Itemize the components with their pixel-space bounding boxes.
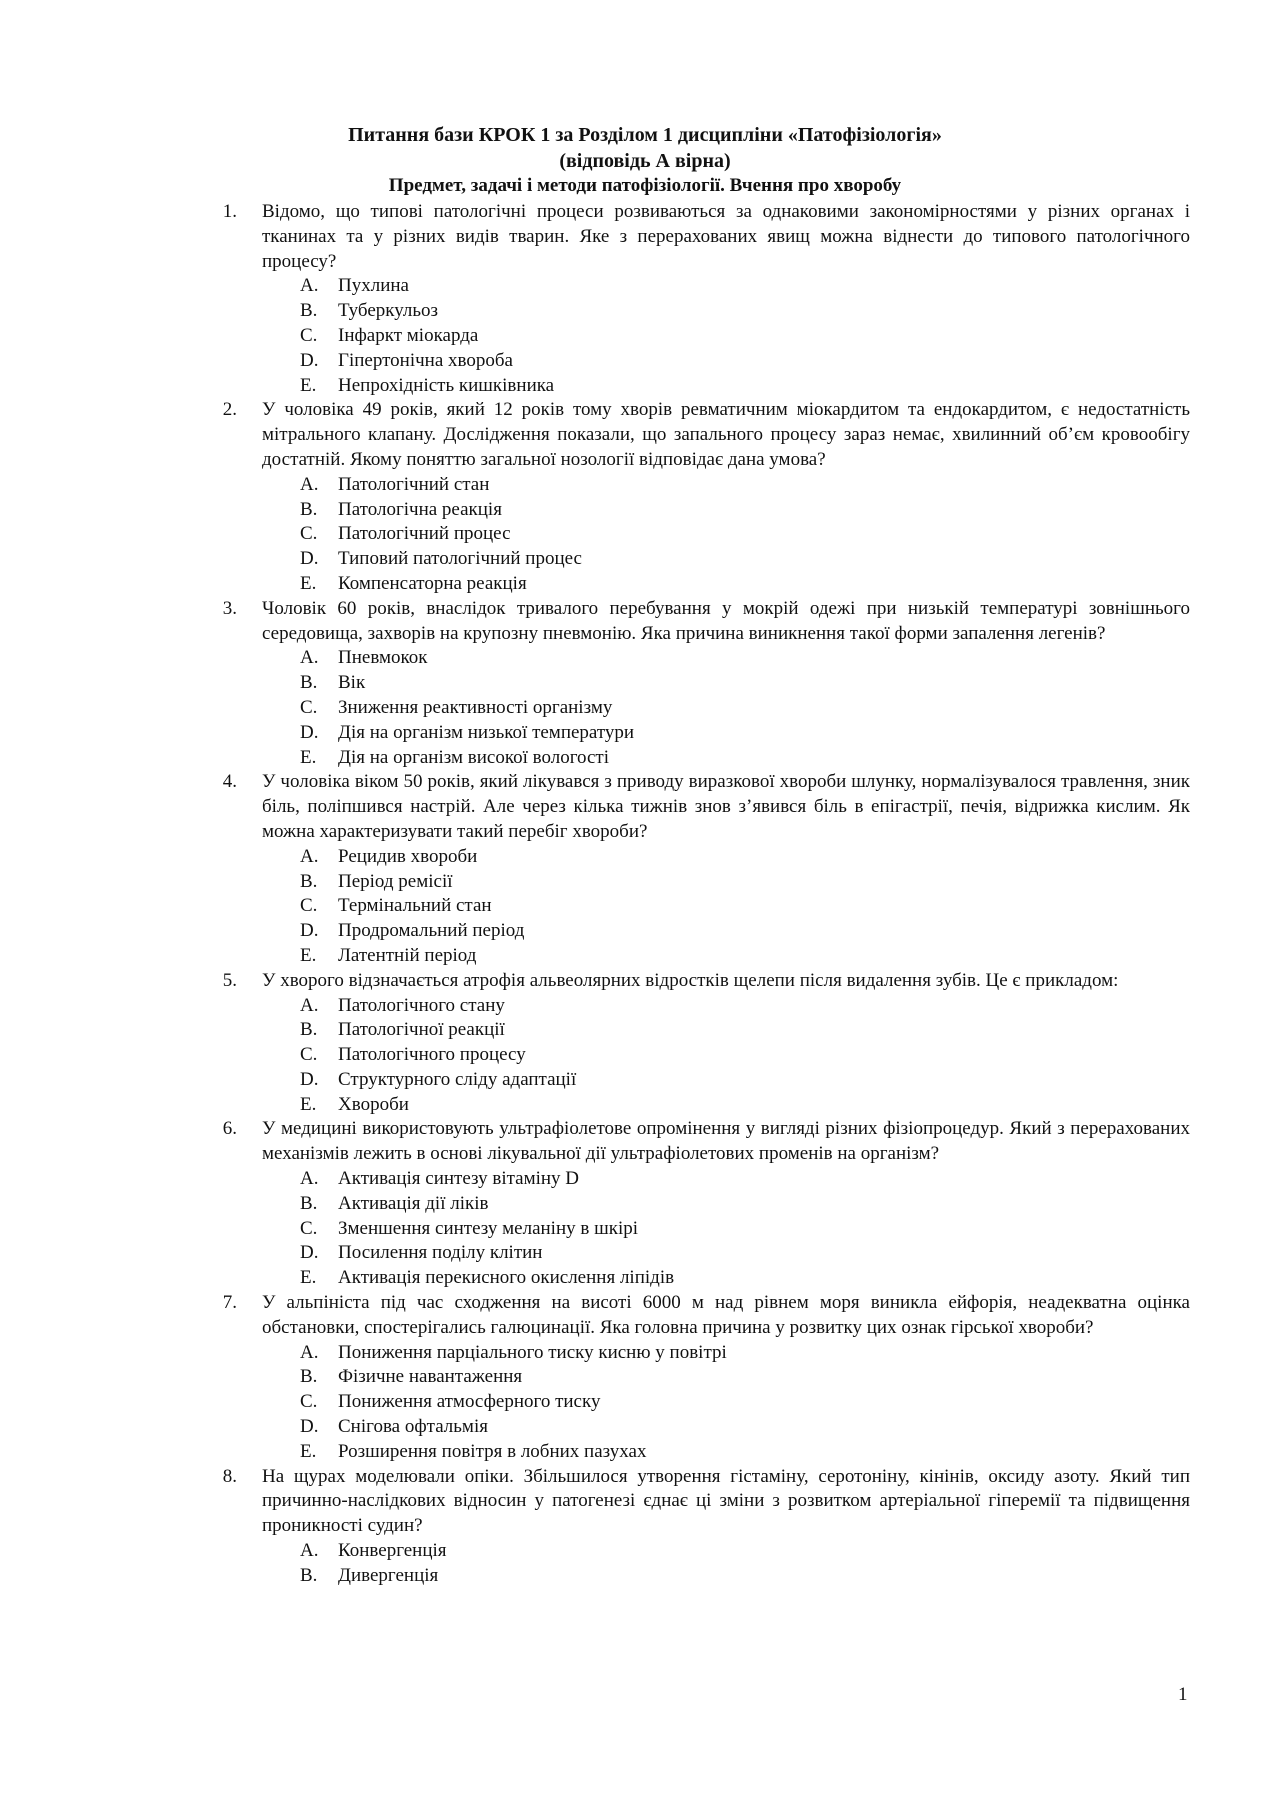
- option-text: Компенсаторна реакція: [338, 572, 527, 594]
- answer-option: [0, 845, 1280, 870]
- answer-option: [0, 473, 1280, 498]
- option-letter: C.: [300, 1391, 318, 1413]
- option-letter: D.: [300, 920, 319, 942]
- option-text: Патологічний процес: [338, 523, 511, 545]
- option-letter: A.: [300, 1341, 319, 1363]
- question-text: Відомо, що типові патологічні процеси розвиваються за однаковими закономірностями у різних органах і тканинах та у різних видів тварин. Яке з перерахованих явищ можна віднести до типового патологічного процесу?: [262, 201, 1190, 272]
- answer-options: [0, 473, 1280, 597]
- section-subtitle: Предмет, задачі і методи патофізіології. Вчення про хворобу: [388, 175, 902, 196]
- option-text: Патологічного стану: [338, 994, 505, 1016]
- option-text: Патологічного процесу: [338, 1044, 526, 1066]
- answer-option: [0, 1539, 1280, 1564]
- question-item: [0, 770, 1280, 968]
- option-text: Непрохідність кишківника: [338, 374, 555, 396]
- option-letter: B.: [300, 672, 318, 694]
- option-letter: E.: [300, 1267, 317, 1289]
- option-letter: B.: [300, 1366, 318, 1388]
- answer-option: [0, 944, 1280, 969]
- option-text: Продромальний період: [338, 920, 525, 942]
- option-letter: E.: [300, 374, 317, 396]
- question-text: У чоловіка віком 50 років, який лікувався з приводу виразкової хвороби шлунку, нормалізувалося травлення, зник біль, поліпшився настрій. Але через кілька тижнів знов з’явився біль в епігастрії, печія, відрижка кислим. Як можна характеризувати такий перебіг хвороби?: [262, 771, 1190, 842]
- question-number: 3.: [222, 597, 237, 619]
- option-letter: A.: [300, 1168, 319, 1190]
- answer-option: [0, 1341, 1280, 1366]
- option-text: Дія на організм високої вологості: [338, 746, 610, 768]
- answer-option: [0, 1415, 1280, 1440]
- option-letter: B.: [300, 498, 318, 520]
- option-text: Структурного сліду адаптації: [338, 1068, 577, 1090]
- option-text: Пониження атмосферного тиску: [338, 1391, 601, 1413]
- option-text: Дивергенція: [338, 1564, 439, 1586]
- option-letter: B.: [300, 1019, 318, 1041]
- option-letter: C.: [300, 324, 318, 346]
- answer-option: [0, 1068, 1280, 1093]
- option-letter: B.: [300, 870, 318, 892]
- option-letter: A.: [300, 647, 319, 669]
- answer-option: [0, 1043, 1280, 1068]
- option-text: Активація дії ліків: [338, 1192, 489, 1214]
- option-letter: E.: [300, 1440, 317, 1462]
- question-item: [0, 969, 1280, 1118]
- answer-options: [0, 1341, 1280, 1465]
- option-letter: C.: [300, 895, 318, 917]
- question-number: 5.: [222, 969, 237, 991]
- question-number: 1.: [222, 201, 237, 222]
- option-text: Конвергенція: [338, 1540, 447, 1562]
- question-item: [0, 1291, 1280, 1465]
- answer-option: [0, 1167, 1280, 1192]
- option-text: Рецидив хвороби: [338, 845, 478, 867]
- answer-option: [0, 1192, 1280, 1217]
- question-text: У чоловіка 49 років, який 12 років тому хворів ревматичним міокардитом та ендокардитом, є недостатність мітрального клапану. Дослідження показали, що запального процесу зараз немає, хвилинний об’єм кровообігу достатній. Якому поняттю загальної нозології відповідає дана умова?: [262, 399, 1190, 470]
- answer-option: [0, 324, 1280, 349]
- option-letter: D.: [300, 548, 319, 570]
- option-letter: D.: [300, 721, 319, 743]
- option-letter: B.: [300, 1192, 318, 1214]
- option-text: Період ремісії: [338, 870, 453, 892]
- answer-option: [0, 274, 1280, 299]
- answer-option: [0, 919, 1280, 944]
- answer-option: [0, 721, 1280, 746]
- answer-option: [0, 572, 1280, 597]
- answer-option: [0, 870, 1280, 895]
- questions-list: [0, 200, 1280, 1589]
- option-text: Хвороби: [338, 1093, 409, 1115]
- option-letter: E.: [300, 572, 317, 594]
- option-text: Патологічна реакція: [338, 498, 502, 520]
- option-letter: E.: [300, 746, 317, 768]
- answer-options: [0, 1167, 1280, 1291]
- question-text: У хворого відзначається атрофія альвеолярних відростків щелепи після видалення зубів. Це є прикладом:: [262, 969, 1119, 991]
- answer-option: [0, 1365, 1280, 1390]
- question-item: [0, 200, 1280, 398]
- option-text: Вік: [338, 672, 366, 694]
- question-text: Чоловік 60 років, внаслідок тривалого перебування у мокрій одежі при низькій температурі зовнішнього середовища, захворів на крупозну пневмонію. Яка причина виникнення такої форми запалення легенів?: [262, 597, 1190, 644]
- option-text: Термінальний стан: [338, 895, 492, 917]
- answer-option: [0, 498, 1280, 523]
- question-item: [0, 1465, 1280, 1589]
- answer-option: [0, 1440, 1280, 1465]
- answer-option: [0, 547, 1280, 572]
- option-letter: A.: [300, 1540, 319, 1562]
- option-text: Гіпертонічна хвороба: [338, 349, 513, 371]
- option-text: Патологічної реакції: [338, 1019, 505, 1041]
- question-item: [0, 1117, 1280, 1291]
- option-letter: C.: [300, 696, 318, 718]
- answer-option: [0, 1390, 1280, 1415]
- option-text: Туберкульоз: [338, 300, 439, 322]
- option-text: Посилення поділу клітин: [338, 1242, 543, 1264]
- question-number: 7.: [222, 1292, 237, 1314]
- question-text: У медицині використовують ультрафіолетове опромінення у вигляді різних фізіопроцедур. Який з перерахованих механізмів лежить в основі лікувальної дії ультрафіолетових променів на організм?: [262, 1118, 1190, 1165]
- option-letter: D.: [300, 1242, 319, 1264]
- option-letter: C.: [300, 523, 318, 545]
- page-number: 1: [1178, 1684, 1188, 1705]
- answer-option: [0, 646, 1280, 671]
- option-letter: D.: [300, 1416, 319, 1438]
- option-text: Латентній період: [338, 944, 477, 966]
- document-title: Питання бази КРОК 1 за Розділом 1 дисципліни «Патофізіологія»: [348, 124, 942, 146]
- answer-option: [0, 671, 1280, 696]
- answer-option: [0, 1241, 1280, 1266]
- option-text: Активація перекисного окислення ліпідів: [338, 1267, 675, 1289]
- option-text: Снігова офтальмія: [338, 1416, 488, 1438]
- answer-options: [0, 845, 1280, 969]
- option-text: Зменшення синтезу меланіну в шкірі: [338, 1217, 639, 1239]
- option-letter: C.: [300, 1044, 318, 1066]
- option-text: Пухлина: [338, 275, 409, 297]
- answer-option: [0, 374, 1280, 399]
- answer-options: [0, 646, 1280, 770]
- answer-option: [0, 1564, 1280, 1589]
- question-text: На щурах моделювали опіки. Збільшилося утворення гістаміну, серотоніну, кінінів, оксиду азоту. Який тип причинно-наслідкових відносин у патогенезі єднає ці зміни з розвитком артеріальної гіперемії та підвищення проникності судин?: [262, 1465, 1190, 1537]
- question-number: 4.: [222, 771, 237, 793]
- question-number: 2.: [222, 399, 237, 421]
- question-number: 8.: [222, 1465, 237, 1487]
- option-letter: D.: [300, 1068, 319, 1090]
- option-letter: D.: [300, 349, 319, 371]
- option-text: Патологічний стан: [338, 473, 490, 495]
- option-text: Активація синтезу вітаміну D: [338, 1168, 580, 1190]
- question-item: [0, 398, 1280, 596]
- option-letter: C.: [300, 1217, 318, 1239]
- question-item: [0, 597, 1280, 771]
- option-text: Типовий патологічний процес: [338, 548, 582, 570]
- answer-options: [0, 994, 1280, 1118]
- answer-options: [0, 274, 1280, 398]
- answer-option: [0, 746, 1280, 771]
- option-letter: A.: [300, 473, 319, 495]
- option-text: Дія на організм низької температури: [338, 721, 635, 743]
- answer-option: [0, 894, 1280, 919]
- answer-options: [0, 1539, 1280, 1589]
- answer-option: [0, 299, 1280, 324]
- answer-option: [0, 1217, 1280, 1242]
- option-letter: E.: [300, 1093, 317, 1115]
- option-text: Фізичне навантаження: [338, 1366, 523, 1388]
- answer-option: [0, 349, 1280, 374]
- answer-option: [0, 522, 1280, 547]
- option-text: Інфаркт міокарда: [338, 324, 479, 346]
- option-letter: E.: [300, 944, 317, 966]
- option-letter: A.: [300, 275, 319, 297]
- document-header: [220, 122, 1070, 198]
- answer-note: (відповідь А вірна): [559, 150, 731, 172]
- option-text: Пониження парціального тиску кисню у повітрі: [338, 1341, 727, 1363]
- answer-option: [0, 1093, 1280, 1118]
- answer-option: [0, 994, 1280, 1019]
- option-text: Розширення повітря в лобних пазухах: [338, 1440, 647, 1462]
- question-number: 6.: [222, 1118, 237, 1140]
- question-text: У альпініста під час сходження на висоті 6000 м над рівнем моря виникла ейфорія, неадекватна оцінка обстановки, спостерігались галюцинації. Яка головна причина у розвитку цих ознак гірської хвороби?: [262, 1292, 1190, 1338]
- answer-option: [0, 1266, 1280, 1291]
- answer-option: [0, 1018, 1280, 1043]
- option-letter: A.: [300, 994, 319, 1016]
- option-letter: B.: [300, 300, 318, 322]
- option-letter: B.: [300, 1564, 318, 1586]
- answer-option: [0, 696, 1280, 721]
- option-letter: A.: [300, 845, 319, 867]
- option-text: Зниження реактивності організму: [338, 696, 613, 718]
- option-text: Пневмокок: [338, 647, 428, 669]
